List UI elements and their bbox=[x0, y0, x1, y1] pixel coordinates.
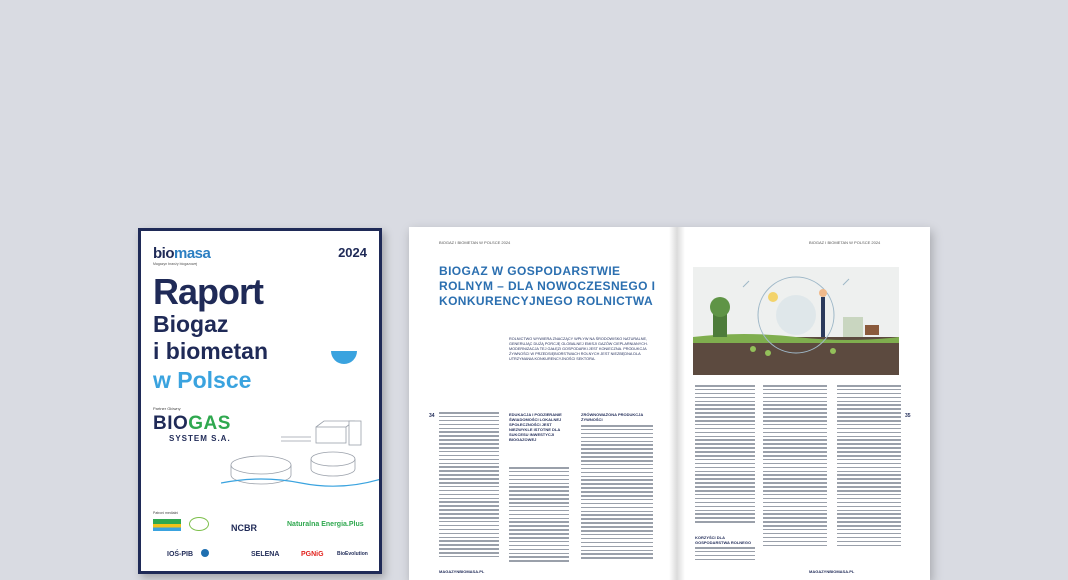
patrons-label: Patroni medialni bbox=[153, 511, 179, 515]
cover-title-line1: Raport bbox=[153, 271, 263, 312]
report-cover bbox=[138, 228, 382, 574]
right-footer: MAGAZYNBIOMASA.PL bbox=[809, 569, 855, 574]
left-page-header: BIOGAZ I BIOMETAN W POLSCE 2024 bbox=[439, 240, 511, 245]
right-column-1b bbox=[695, 547, 755, 563]
farm-illustration bbox=[693, 267, 899, 375]
right-column-1 bbox=[695, 385, 755, 525]
sponsor-naturalna: Naturalna Energia.Plus bbox=[287, 521, 364, 528]
left-column-2 bbox=[509, 467, 569, 564]
biomasa-logo: biomasa bbox=[153, 245, 211, 262]
sponsor-pgnig: PGNiG bbox=[301, 551, 324, 558]
cover-year: 2024 bbox=[338, 245, 367, 260]
left-column-1 bbox=[439, 412, 499, 560]
biogas-logo-sub: SYSTEM S.A. bbox=[169, 434, 231, 443]
left-page-number: 34 bbox=[429, 413, 435, 419]
patron-logo-1 bbox=[153, 519, 181, 531]
biogas-logo: BIOGAS bbox=[153, 413, 231, 434]
partner-label: Partner Główny bbox=[153, 406, 181, 411]
farm-illustration-svg bbox=[693, 267, 899, 375]
page-fold bbox=[669, 227, 685, 580]
right-page-header: BIOGAZ I BIOMETAN W POLSCE 2024 bbox=[809, 240, 881, 245]
left-column-3 bbox=[581, 425, 653, 561]
left-footer: MAGAZYNBIOMASA.PL bbox=[439, 569, 485, 574]
article-lead: ROLNICTWO WYWIERA ZNACZĄCY WPŁYW NA ŚRODOWISKO NATURALNE, GENERUJĄC DUŻĄ PORCJĘ GLOBALNEJ EMISJI GAZÓW CIEPLARNIANYCH. MODERNIZACJA TEJ GAŁĘZI GOSPODARKI JEST KONIECZNA. PRODUKCJA ŻYWNOŚCI W PRZEDSIĘBIORSTWACH ROLNYCH JEST NIEZBĘDNA DLA UTRZYMANIA KONKURENCYJNOŚCI SEKTORA. bbox=[509, 337, 648, 361]
right-page-number: 35 bbox=[905, 413, 911, 419]
sponsor-bioevolution: BioEvolution bbox=[337, 551, 368, 557]
biogas-plant-illustration bbox=[221, 417, 381, 497]
column-heading-3: KORZYŚCI DLA GOSPODARSTWA ROLNEGO bbox=[695, 535, 752, 545]
cover-title-line3: i biometan bbox=[153, 338, 269, 364]
logo-subtitle: Magazyn branży biogazowej bbox=[153, 262, 198, 266]
column-heading-2: ZRÓWNOWAŻONA PRODUKCJA ŻYWNOŚCI bbox=[581, 412, 644, 422]
magazine-spread bbox=[409, 227, 930, 580]
sponsor-selena: SELENA bbox=[251, 551, 280, 558]
right-column-3 bbox=[837, 385, 901, 548]
sponsor-ios: IOŚ-PIB bbox=[167, 551, 194, 558]
column-heading-1: EDUKACJA I PODZIERANIE ŚWIADOMOŚCI LOKALNEJ SPOŁECZNOŚCI JEST NIEZWYKLE ISTOTNE DLA SUKCESU INWESTYCJI BIOGAZOWEJ bbox=[509, 412, 562, 442]
decorative-half-circle bbox=[331, 351, 357, 364]
right-column-2 bbox=[763, 385, 827, 548]
sponsor-ncbr: NCBR bbox=[231, 523, 257, 533]
article-headline: BIOGAZ W GOSPODARSTWIE ROLNYM – DLA NOWOCZESNEGO I KONKURENCYJNEGO ROLNICTWA bbox=[439, 264, 656, 308]
cover-title-line4: w Polsce bbox=[153, 367, 252, 393]
cover-title-line2: Biogaz bbox=[153, 311, 229, 337]
patron-logo-2 bbox=[189, 517, 209, 531]
sponsor-emblem bbox=[201, 549, 209, 557]
